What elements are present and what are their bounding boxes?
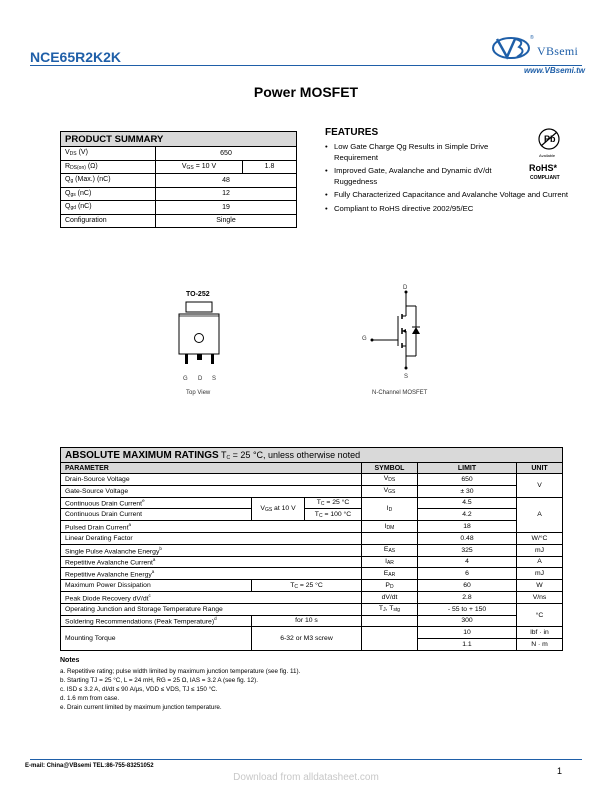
param-tj: Operating Junction and Storage Temperature Range: [61, 603, 362, 615]
header-rule: [30, 65, 582, 66]
notes-heading: Notes: [60, 657, 80, 664]
limit-ldf: 0.48: [418, 532, 517, 544]
website-link[interactable]: www.VBsemi.tw: [523, 66, 585, 75]
pin-g-label: G: [183, 376, 188, 382]
footer-contact: E-mail: China@VBsemi TEL:86-755-83251052: [25, 763, 154, 769]
rds-label: $R_{DS(on)}$ (Ω): [61, 160, 156, 174]
feature-item: • Improved Gate, Avalanche and Dynamic dV/dt Ruggedness: [325, 166, 529, 187]
limit-tj: - 55 to + 150: [418, 603, 517, 615]
limit-soldering: 300: [418, 615, 517, 627]
package-name: TO-252: [186, 291, 210, 298]
amr-heading: ABSOLUTE MAXIMUM RATINGS $T_C = 25$ °C, unless otherwise noted: [61, 448, 563, 463]
limit-vgs: ± 30: [418, 485, 517, 497]
limit-iar: 4: [418, 556, 517, 568]
unit-tj: °C: [517, 603, 563, 627]
pin-s-label: S: [212, 376, 217, 382]
notes-list: [60, 667, 300, 712]
unit-torque-lbf: lbf · in: [517, 627, 563, 639]
feature-item: • Compliant to RoHS directive 2002/95/EC: [325, 204, 570, 215]
note-e: e. Drain current limited by maximum junction temperature.: [60, 704, 222, 711]
param-iar: Repetitive Avalanche Current$^a$: [61, 556, 362, 568]
cond-id-vgs: $V_{GS}$ at 10 V: [252, 497, 305, 521]
unit-torque-nm: N · m: [517, 639, 563, 651]
sym-ldf: [362, 532, 418, 544]
sym-pd: $P_D$: [362, 580, 418, 592]
qg-value: 48: [156, 174, 297, 188]
col-symbol: SYMBOL: [362, 463, 418, 474]
pb-text: Pb: [544, 134, 556, 144]
unit-pd: W: [517, 580, 563, 592]
param-id-100: Continuous Drain Current: [61, 509, 252, 521]
param-mounting-torque: Mounting Torque: [61, 627, 252, 651]
limit-vds: 650: [418, 474, 517, 486]
sym-vgs: $V_{GS}$: [362, 485, 418, 497]
watermark: Download from alldatasheet.com: [233, 772, 379, 783]
param-dvdt: Peak Diode Recovery $dV/dt^c$: [61, 591, 362, 603]
note-b: b. Starting TJ = 25 °C, L = 24 mH, RG = 25 Ω, IAS = 3.2 A (see fig. 12).: [60, 677, 258, 684]
n-channel-mosfet-symbol-icon: [360, 288, 440, 373]
qgd-value: 19: [156, 201, 297, 215]
qgd-label: $Q_{gd}$ (nC): [61, 201, 156, 215]
configuration-value: Single: [156, 214, 297, 228]
unit-iar: A: [517, 556, 563, 568]
pin-d-label: D: [198, 376, 203, 382]
cond-tc-100: $T_C = 100$ °C: [305, 509, 362, 521]
package-caption: Top View: [186, 390, 211, 396]
cond-mounting-torque: 6-32 or M3 screw: [252, 627, 362, 651]
col-unit: UNIT: [517, 463, 563, 474]
gate-label: G: [362, 336, 367, 342]
limit-eas: 325: [418, 544, 517, 556]
param-vgs: Gate-Source Voltage: [61, 485, 362, 497]
note-c: c. ISD ≤ 3.2 A, dI/dt ≤ 90 A/μs, VDD ≤ VDS, TJ ≤ 150 °C.: [60, 686, 218, 693]
param-id-25: Continuous Drain Current$^e$: [61, 497, 252, 509]
unit-a: A: [517, 497, 563, 532]
drain-label: D: [403, 285, 408, 291]
limit-id-25: 4.5: [418, 497, 517, 509]
param-vds: Drain-Source Voltage: [61, 474, 362, 486]
unit-ldf: W/°C: [517, 532, 563, 544]
limit-torque-nm: 1.1: [418, 639, 517, 651]
limit-idm: 18: [418, 521, 517, 533]
unit-dvdt: V/ns: [517, 591, 563, 603]
product-summary-heading: PRODUCT SUMMARY: [61, 132, 297, 147]
sym-soldering: [362, 615, 418, 627]
registered-mark: ®: [530, 35, 534, 41]
page-number: 1: [557, 766, 563, 776]
unit-eas: mJ: [517, 544, 563, 556]
absolute-max-ratings-table: [60, 447, 563, 651]
sym-iar: $I_{AR}$: [362, 556, 418, 568]
brand-name: VBsemi: [537, 44, 579, 58]
vds-label: $V_{DS}$ (V): [61, 147, 156, 161]
limit-id-100: 4.2: [418, 509, 517, 521]
qgs-value: 12: [156, 187, 297, 201]
col-limit: LIMIT: [418, 463, 517, 474]
qgs-label: $Q_{gs}$ (nC): [61, 187, 156, 201]
param-soldering: Soldering Recommendations (Peak Temperature)$^d$: [61, 615, 252, 627]
qg-label: $Q_g$ (Max.) (nC): [61, 174, 156, 188]
sym-vds: $V_{DS}$: [362, 474, 418, 486]
col-parameter: PARAMETER: [61, 463, 362, 474]
param-idm: Pulsed Drain Current$^a$: [61, 521, 362, 533]
features-heading: FEATURES: [325, 127, 379, 138]
source-label: S: [404, 374, 409, 380]
limit-torque-lbf: 10: [418, 627, 517, 639]
configuration-label: Configuration: [61, 214, 156, 228]
feature-item: • Low Gate Charge Qg Results in Simple Drive Requirement: [325, 142, 529, 163]
sym-eas: $E_{AS}$: [362, 544, 418, 556]
param-ear: Repetitive Avalanche Energy$^a$: [61, 568, 362, 580]
note-d: d. 1.6 mm from case.: [60, 695, 120, 702]
sym-dvdt: dV/dt: [362, 591, 418, 603]
feature-item: • Fully Characterized Capacitance and Avalanche Voltage and Current: [325, 190, 570, 201]
rds-condition: $V_{GS} = 10$ V: [156, 160, 243, 174]
to252-package-icon: [170, 300, 240, 375]
rohs-label: RoHS*: [529, 163, 558, 173]
note-a: a. Repetitive rating; pulse width limited by maximum junction temperature (see fig. 11).: [60, 668, 301, 675]
limit-pd: 60: [418, 580, 517, 592]
sym-id: $I_D$: [362, 497, 418, 521]
cond-tc-25: $T_C = 25$ °C: [305, 497, 362, 509]
page-title: Power MOSFET: [253, 84, 359, 100]
sym-ear: $E_{AR}$: [362, 568, 418, 580]
rds-value: 1.8: [243, 160, 297, 174]
schematic-caption: N-Channel MOSFET: [372, 390, 428, 396]
part-number: NCE65R2K2K: [30, 49, 122, 65]
sym-idm: $I_{DM}$: [362, 521, 418, 533]
footer-rule: [30, 759, 582, 760]
pb-caption: Available: [539, 153, 556, 158]
param-ldf: Linear Derating Factor: [61, 532, 362, 544]
limit-ear: 6: [418, 568, 517, 580]
rohs-caption: COMPLIANT: [530, 175, 560, 181]
unit-v: V: [517, 474, 563, 498]
limit-dvdt: 2.8: [418, 591, 517, 603]
sym-mounting-torque: [362, 627, 418, 651]
product-summary-table: [60, 131, 297, 228]
param-pd: Maximum Power Dissipation: [61, 580, 252, 592]
unit-ear: mJ: [517, 568, 563, 580]
vds-value: 650: [156, 147, 297, 161]
sym-tj: $T_J$, $T_{stg}$: [362, 603, 418, 615]
cond-pd: $T_C = 25$ °C: [252, 580, 362, 592]
cond-soldering: for 10 s: [252, 615, 362, 627]
param-eas: Single Pulse Avalanche Energy$^b$: [61, 544, 362, 556]
pb-free-icon: [536, 127, 562, 153]
